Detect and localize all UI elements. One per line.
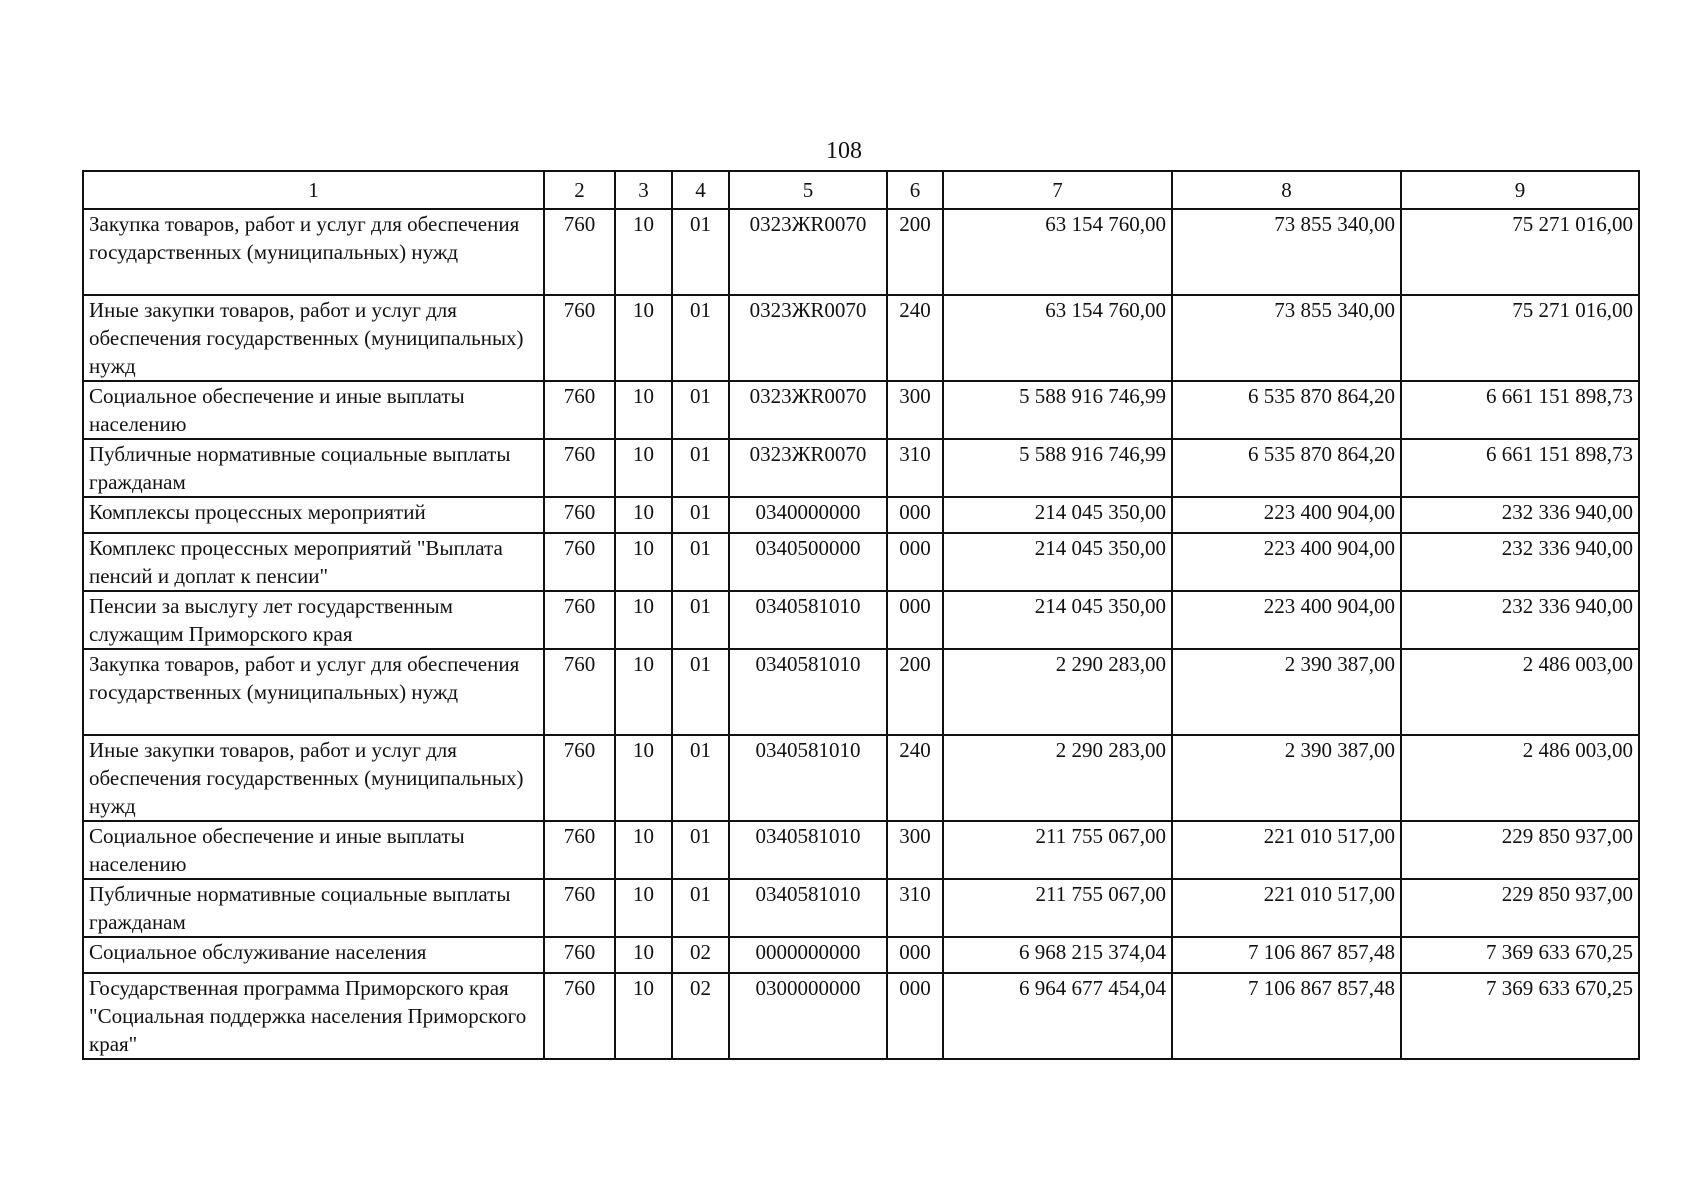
code-cell-4: 01: [672, 497, 729, 533]
table-row: [83, 973, 1639, 1059]
code-cell-6: 000: [887, 533, 943, 591]
code-cell-6: 300: [887, 381, 943, 439]
code-cell-4: 02: [672, 973, 729, 1059]
code-cell-5: 0340581010: [729, 879, 887, 937]
column-header: 6: [887, 171, 943, 209]
code-cell-3: 10: [615, 879, 672, 937]
amount-cell-8: 2 390 387,00: [1172, 735, 1401, 821]
amount-cell-8: 7 106 867 857,48: [1172, 937, 1401, 973]
code-cell-2: 760: [544, 381, 615, 439]
code-cell-4: 01: [672, 591, 729, 649]
code-cell-5: 0340000000: [729, 497, 887, 533]
row-name-cell: Закупка товаров, работ и услуг для обеспечения государственных (муниципальных) нужд: [83, 209, 544, 295]
row-name-cell: Социальное обслуживание населения: [83, 937, 544, 973]
page-number: [0, 136, 1698, 166]
table-row: [83, 879, 1639, 937]
code-cell-2: 760: [544, 937, 615, 973]
amount-cell-9: 232 336 940,00: [1401, 533, 1639, 591]
code-cell-5: 0323ЖR0070: [729, 381, 887, 439]
code-cell-6: 240: [887, 295, 943, 381]
amount-cell-9: 7 369 633 670,25: [1401, 973, 1639, 1059]
code-cell-3: 10: [615, 821, 672, 879]
code-cell-3: 10: [615, 439, 672, 497]
column-header: 1: [83, 171, 544, 209]
code-cell-4: 01: [672, 295, 729, 381]
code-cell-4: 02: [672, 937, 729, 973]
code-cell-2: 760: [544, 735, 615, 821]
amount-cell-7: 211 755 067,00: [943, 879, 1172, 937]
column-header: 5: [729, 171, 887, 209]
code-cell-5: 0340581010: [729, 649, 887, 735]
amount-cell-7: 63 154 760,00: [943, 209, 1172, 295]
code-cell-2: 760: [544, 879, 615, 937]
code-cell-2: 760: [544, 209, 615, 295]
amount-cell-8: 6 535 870 864,20: [1172, 439, 1401, 497]
amount-cell-8: 7 106 867 857,48: [1172, 973, 1401, 1059]
table-row: [83, 381, 1639, 439]
code-cell-6: 310: [887, 879, 943, 937]
code-cell-5: 0000000000: [729, 937, 887, 973]
amount-cell-8: 221 010 517,00: [1172, 821, 1401, 879]
code-cell-2: 760: [544, 821, 615, 879]
amount-cell-7: 214 045 350,00: [943, 533, 1172, 591]
amount-cell-8: 73 855 340,00: [1172, 295, 1401, 381]
row-name-cell: Государственная программа Приморского края "Социальная поддержка населения Приморского края": [83, 973, 544, 1059]
row-name-cell: Социальное обеспечение и иные выплаты населению: [83, 821, 544, 879]
column-header: 3: [615, 171, 672, 209]
amount-cell-9: 229 850 937,00: [1401, 821, 1639, 879]
row-name-cell: Комплексы процессных мероприятий: [83, 497, 544, 533]
code-cell-2: 760: [544, 649, 615, 735]
table-row: [83, 439, 1639, 497]
code-cell-2: 760: [544, 295, 615, 381]
row-name-cell: Комплекс процессных мероприятий "Выплата пенсий и доплат к пенсии": [83, 533, 544, 591]
amount-cell-7: 6 968 215 374,04: [943, 937, 1172, 973]
amount-cell-7: 211 755 067,00: [943, 821, 1172, 879]
code-cell-6: 300: [887, 821, 943, 879]
amount-cell-8: 6 535 870 864,20: [1172, 381, 1401, 439]
table-row: [83, 209, 1639, 295]
code-cell-6: 000: [887, 973, 943, 1059]
amount-cell-9: 6 661 151 898,73: [1401, 381, 1639, 439]
table-body: [83, 209, 1639, 1059]
amount-cell-9: 2 486 003,00: [1401, 649, 1639, 735]
table-row: [83, 735, 1639, 821]
amount-cell-8: 73 855 340,00: [1172, 209, 1401, 295]
amount-cell-8: 2 390 387,00: [1172, 649, 1401, 735]
table-row: [83, 533, 1639, 591]
code-cell-3: 10: [615, 735, 672, 821]
row-name-cell: Закупка товаров, работ и услуг для обеспечения государственных (муниципальных) нужд: [83, 649, 544, 735]
code-cell-3: 10: [615, 209, 672, 295]
amount-cell-7: 63 154 760,00: [943, 295, 1172, 381]
table-row: [83, 937, 1639, 973]
column-header: 8: [1172, 171, 1401, 209]
table-row: [83, 295, 1639, 381]
amount-cell-7: 5 588 916 746,99: [943, 381, 1172, 439]
code-cell-3: 10: [615, 533, 672, 591]
code-cell-3: 10: [615, 649, 672, 735]
page-number-text: 108: [826, 138, 862, 164]
code-cell-6: 200: [887, 649, 943, 735]
code-cell-5: 0340581010: [729, 735, 887, 821]
code-cell-6: 310: [887, 439, 943, 497]
code-cell-4: 01: [672, 209, 729, 295]
amount-cell-9: 232 336 940,00: [1401, 497, 1639, 533]
code-cell-5: 0323ЖR0070: [729, 295, 887, 381]
amount-cell-8: 223 400 904,00: [1172, 497, 1401, 533]
row-name-cell: Социальное обеспечение и иные выплаты населению: [83, 381, 544, 439]
code-cell-3: 10: [615, 973, 672, 1059]
code-cell-2: 760: [544, 591, 615, 649]
code-cell-4: 01: [672, 533, 729, 591]
code-cell-4: 01: [672, 879, 729, 937]
amount-cell-7: 6 964 677 454,04: [943, 973, 1172, 1059]
code-cell-5: 0340500000: [729, 533, 887, 591]
amount-cell-8: 221 010 517,00: [1172, 879, 1401, 937]
amount-cell-9: 7 369 633 670,25: [1401, 937, 1639, 973]
code-cell-6: 000: [887, 497, 943, 533]
budget-table: [82, 170, 1640, 1060]
code-cell-2: 760: [544, 973, 615, 1059]
table-row: [83, 497, 1639, 533]
code-cell-5: 0340581010: [729, 821, 887, 879]
code-cell-4: 01: [672, 381, 729, 439]
code-cell-4: 01: [672, 821, 729, 879]
code-cell-6: 000: [887, 937, 943, 973]
amount-cell-8: 223 400 904,00: [1172, 591, 1401, 649]
column-header: 9: [1401, 171, 1639, 209]
row-name-cell: Публичные нормативные социальные выплаты гражданам: [83, 879, 544, 937]
amount-cell-9: 232 336 940,00: [1401, 591, 1639, 649]
code-cell-6: 200: [887, 209, 943, 295]
amount-cell-9: 229 850 937,00: [1401, 879, 1639, 937]
code-cell-2: 760: [544, 533, 615, 591]
amount-cell-7: 5 588 916 746,99: [943, 439, 1172, 497]
code-cell-3: 10: [615, 497, 672, 533]
row-name-cell: Публичные нормативные социальные выплаты гражданам: [83, 439, 544, 497]
amount-cell-7: 214 045 350,00: [943, 591, 1172, 649]
code-cell-3: 10: [615, 381, 672, 439]
code-cell-4: 01: [672, 439, 729, 497]
code-cell-5: 0300000000: [729, 973, 887, 1059]
table-row: [83, 821, 1639, 879]
code-cell-6: 000: [887, 591, 943, 649]
code-cell-5: 0323ЖR0070: [729, 439, 887, 497]
code-cell-4: 01: [672, 649, 729, 735]
amount-cell-7: 2 290 283,00: [943, 649, 1172, 735]
code-cell-5: 0340581010: [729, 591, 887, 649]
code-cell-3: 10: [615, 591, 672, 649]
amount-cell-7: 214 045 350,00: [943, 497, 1172, 533]
code-cell-3: 10: [615, 937, 672, 973]
column-header: 7: [943, 171, 1172, 209]
code-cell-2: 760: [544, 497, 615, 533]
row-name-cell: Иные закупки товаров, работ и услуг для обеспечения государственных (муниципальных) нужд: [83, 295, 544, 381]
code-cell-5: 0323ЖR0070: [729, 209, 887, 295]
amount-cell-9: 6 661 151 898,73: [1401, 439, 1639, 497]
row-name-cell: Пенсии за выслугу лет государственным служащим Приморского края: [83, 591, 544, 649]
code-cell-2: 760: [544, 439, 615, 497]
amount-cell-8: 223 400 904,00: [1172, 533, 1401, 591]
amount-cell-9: 75 271 016,00: [1401, 295, 1639, 381]
table-row: [83, 591, 1639, 649]
column-header: 2: [544, 171, 615, 209]
row-name-cell: Иные закупки товаров, работ и услуг для обеспечения государственных (муниципальных) нужд: [83, 735, 544, 821]
code-cell-3: 10: [615, 295, 672, 381]
code-cell-4: 01: [672, 735, 729, 821]
amount-cell-9: 2 486 003,00: [1401, 735, 1639, 821]
column-header: 4: [672, 171, 729, 209]
table-row: [83, 649, 1639, 735]
code-cell-6: 240: [887, 735, 943, 821]
header-row: [83, 171, 1639, 209]
amount-cell-9: 75 271 016,00: [1401, 209, 1639, 295]
amount-cell-7: 2 290 283,00: [943, 735, 1172, 821]
